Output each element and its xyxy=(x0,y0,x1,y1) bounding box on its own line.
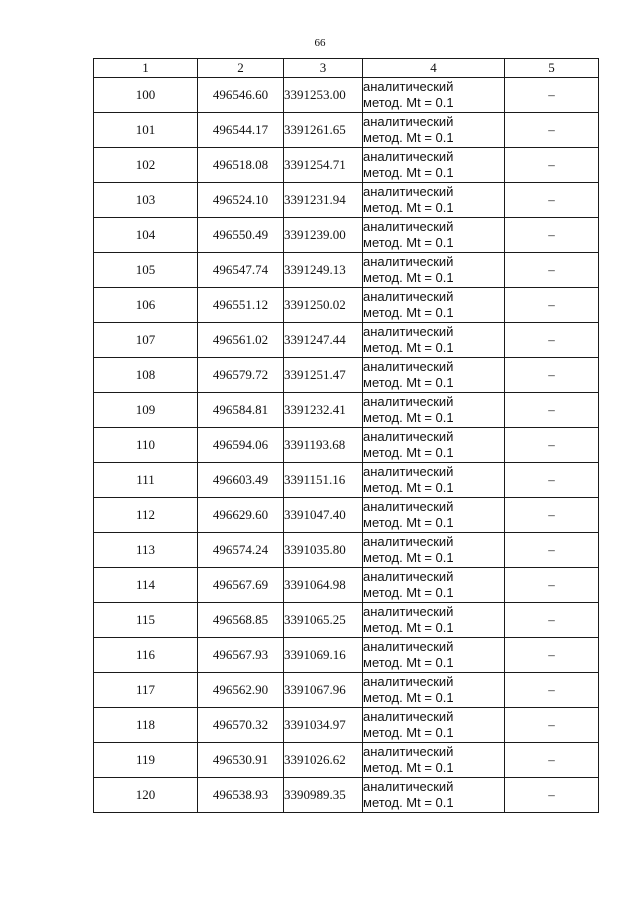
method-line-2: метод. Mt = 0.1 xyxy=(363,515,454,530)
method-line-1: аналитический xyxy=(363,604,454,619)
table-row xyxy=(94,428,599,463)
method-line-1: аналитический xyxy=(363,324,454,339)
coordinate-x: 496547.74 xyxy=(198,253,284,288)
note-cell: – xyxy=(505,323,599,358)
note-cell: – xyxy=(505,148,599,183)
page-number: 66 xyxy=(314,37,326,49)
method-line-2: метод. Mt = 0.1 xyxy=(363,270,454,285)
method-cell xyxy=(363,393,505,428)
coordinate-y: 3391026.62 xyxy=(284,743,363,778)
method-line-1: аналитический xyxy=(363,569,454,584)
point-number: 120 xyxy=(94,778,198,813)
method-cell xyxy=(363,778,505,813)
column-header-2: 2 xyxy=(198,59,284,78)
table-row xyxy=(94,78,599,113)
coordinate-y: 3391247.44 xyxy=(284,323,363,358)
point-number: 112 xyxy=(94,498,198,533)
method-line-2: метод. Mt = 0.1 xyxy=(363,760,454,775)
method-line-1: аналитический xyxy=(363,289,454,304)
note-cell: – xyxy=(505,568,599,603)
coordinate-y: 3391251.47 xyxy=(284,358,363,393)
coordinate-y: 3391065.25 xyxy=(284,603,363,638)
method-line-2: метод. Mt = 0.1 xyxy=(363,480,454,495)
method-cell xyxy=(363,113,505,148)
column-header-5: 5 xyxy=(505,59,599,78)
table-row xyxy=(94,218,599,253)
note-cell: – xyxy=(505,743,599,778)
method-line-2: метод. Mt = 0.1 xyxy=(363,620,454,635)
table-row xyxy=(94,708,599,743)
method-cell xyxy=(363,358,505,393)
point-number: 109 xyxy=(94,393,198,428)
table-row xyxy=(94,113,599,148)
note-cell: – xyxy=(505,358,599,393)
point-number: 111 xyxy=(94,463,198,498)
note-cell: – xyxy=(505,183,599,218)
table-row xyxy=(94,673,599,708)
method-line-1: аналитический xyxy=(363,464,454,479)
method-line-2: метод. Mt = 0.1 xyxy=(363,410,454,425)
note-cell: – xyxy=(505,533,599,568)
coordinate-y: 3391034.97 xyxy=(284,708,363,743)
method-line-1: аналитический xyxy=(363,499,454,514)
table-header-row xyxy=(94,59,599,78)
point-number: 117 xyxy=(94,673,198,708)
coordinate-x: 496538.93 xyxy=(198,778,284,813)
table-row xyxy=(94,638,599,673)
note-cell: – xyxy=(505,113,599,148)
coordinate-y: 3391035.80 xyxy=(284,533,363,568)
point-number: 102 xyxy=(94,148,198,183)
method-line-2: метод. Mt = 0.1 xyxy=(363,585,454,600)
method-cell xyxy=(363,743,505,778)
coordinate-y: 3391193.68 xyxy=(284,428,363,463)
method-line-2: метод. Mt = 0.1 xyxy=(363,165,454,180)
note-cell: – xyxy=(505,218,599,253)
coordinate-y: 3391067.96 xyxy=(284,673,363,708)
table-row xyxy=(94,568,599,603)
coordinate-x: 496574.24 xyxy=(198,533,284,568)
note-cell: – xyxy=(505,673,599,708)
coordinate-y: 3391047.40 xyxy=(284,498,363,533)
method-line-1: аналитический xyxy=(363,534,454,549)
method-line-1: аналитический xyxy=(363,429,454,444)
method-line-2: метод. Mt = 0.1 xyxy=(363,200,454,215)
method-line-2: метод. Mt = 0.1 xyxy=(363,655,454,670)
coordinate-y: 3391261.65 xyxy=(284,113,363,148)
coordinate-y: 3391231.94 xyxy=(284,183,363,218)
method-cell xyxy=(363,148,505,183)
point-number: 113 xyxy=(94,533,198,568)
point-number: 101 xyxy=(94,113,198,148)
note-cell: – xyxy=(505,463,599,498)
method-line-1: аналитический xyxy=(363,709,454,724)
table-row xyxy=(94,323,599,358)
note-cell: – xyxy=(505,78,599,113)
coordinate-y: 3391064.98 xyxy=(284,568,363,603)
point-number: 114 xyxy=(94,568,198,603)
method-line-2: метод. Mt = 0.1 xyxy=(363,130,454,145)
coordinate-x: 496584.81 xyxy=(198,393,284,428)
coordinate-x: 496567.93 xyxy=(198,638,284,673)
method-cell xyxy=(363,498,505,533)
point-number: 104 xyxy=(94,218,198,253)
method-line-2: метод. Mt = 0.1 xyxy=(363,305,454,320)
table-row xyxy=(94,253,599,288)
point-number: 106 xyxy=(94,288,198,323)
coordinate-y: 3391069.16 xyxy=(284,638,363,673)
method-cell xyxy=(363,218,505,253)
coordinate-x: 496544.17 xyxy=(198,113,284,148)
note-cell: – xyxy=(505,603,599,638)
method-line-1: аналитический xyxy=(363,254,454,269)
point-number: 103 xyxy=(94,183,198,218)
method-cell xyxy=(363,78,505,113)
point-number: 115 xyxy=(94,603,198,638)
point-number: 108 xyxy=(94,358,198,393)
method-line-2: метод. Mt = 0.1 xyxy=(363,95,454,110)
method-line-2: метод. Mt = 0.1 xyxy=(363,690,454,705)
table-row xyxy=(94,743,599,778)
point-number: 105 xyxy=(94,253,198,288)
table-row xyxy=(94,183,599,218)
note-cell: – xyxy=(505,393,599,428)
column-header-1: 1 xyxy=(94,59,198,78)
method-line-1: аналитический xyxy=(363,394,454,409)
method-line-1: аналитический xyxy=(363,744,454,759)
method-cell xyxy=(363,638,505,673)
table-row xyxy=(94,393,599,428)
method-line-2: метод. Mt = 0.1 xyxy=(363,235,454,250)
coordinate-x: 496550.49 xyxy=(198,218,284,253)
method-cell xyxy=(363,708,505,743)
method-line-2: метод. Mt = 0.1 xyxy=(363,340,454,355)
note-cell: – xyxy=(505,638,599,673)
method-cell xyxy=(363,183,505,218)
coordinate-x: 496570.32 xyxy=(198,708,284,743)
coordinate-x: 496518.08 xyxy=(198,148,284,183)
method-cell xyxy=(363,253,505,288)
table-row xyxy=(94,358,599,393)
point-number: 119 xyxy=(94,743,198,778)
coordinate-x: 496562.90 xyxy=(198,673,284,708)
coordinate-y: 3391250.02 xyxy=(284,288,363,323)
method-line-1: аналитический xyxy=(363,639,454,654)
coordinate-y: 3391254.71 xyxy=(284,148,363,183)
coordinates-table xyxy=(93,58,599,813)
coordinate-x: 496551.12 xyxy=(198,288,284,323)
table-row xyxy=(94,288,599,323)
column-header-4: 4 xyxy=(363,59,505,78)
point-number: 107 xyxy=(94,323,198,358)
column-header-3: 3 xyxy=(284,59,363,78)
note-cell: – xyxy=(505,778,599,813)
method-line-2: метод. Mt = 0.1 xyxy=(363,795,454,810)
method-line-1: аналитический xyxy=(363,359,454,374)
coordinate-y: 3391151.16 xyxy=(284,463,363,498)
note-cell: – xyxy=(505,288,599,323)
method-line-1: аналитический xyxy=(363,114,454,129)
method-cell xyxy=(363,568,505,603)
coordinate-y: 3391239.00 xyxy=(284,218,363,253)
note-cell: – xyxy=(505,708,599,743)
table-row xyxy=(94,148,599,183)
method-line-2: метод. Mt = 0.1 xyxy=(363,550,454,565)
coordinate-x: 496561.02 xyxy=(198,323,284,358)
table-row xyxy=(94,533,599,568)
point-number: 100 xyxy=(94,78,198,113)
coordinate-x: 496603.49 xyxy=(198,463,284,498)
method-line-1: аналитический xyxy=(363,674,454,689)
table-row xyxy=(94,498,599,533)
coordinate-x: 496579.72 xyxy=(198,358,284,393)
coordinate-x: 496524.10 xyxy=(198,183,284,218)
point-number: 118 xyxy=(94,708,198,743)
coordinate-x: 496567.69 xyxy=(198,568,284,603)
coordinate-x: 496629.60 xyxy=(198,498,284,533)
method-cell xyxy=(363,673,505,708)
method-cell xyxy=(363,533,505,568)
coordinate-x: 496594.06 xyxy=(198,428,284,463)
note-cell: – xyxy=(505,428,599,463)
method-line-1: аналитический xyxy=(363,779,454,794)
point-number: 110 xyxy=(94,428,198,463)
note-cell: – xyxy=(505,498,599,533)
coordinate-x: 496546.60 xyxy=(198,78,284,113)
method-line-1: аналитический xyxy=(363,184,454,199)
method-line-2: метод. Mt = 0.1 xyxy=(363,725,454,740)
coordinate-y: 3391253.00 xyxy=(284,78,363,113)
method-cell xyxy=(363,428,505,463)
point-number: 116 xyxy=(94,638,198,673)
method-line-1: аналитический xyxy=(363,149,454,164)
note-cell: – xyxy=(505,253,599,288)
method-line-1: аналитический xyxy=(363,219,454,234)
coordinate-x: 496568.85 xyxy=(198,603,284,638)
method-cell xyxy=(363,603,505,638)
coordinate-y: 3391249.13 xyxy=(284,253,363,288)
coordinate-x: 496530.91 xyxy=(198,743,284,778)
table-body xyxy=(94,78,599,813)
method-cell xyxy=(363,463,505,498)
table-row xyxy=(94,778,599,813)
coordinate-y: 3391232.41 xyxy=(284,393,363,428)
method-line-1: аналитический xyxy=(363,79,454,94)
method-cell xyxy=(363,323,505,358)
method-line-2: метод. Mt = 0.1 xyxy=(363,375,454,390)
method-line-2: метод. Mt = 0.1 xyxy=(363,445,454,460)
table-row xyxy=(94,463,599,498)
method-cell xyxy=(363,288,505,323)
coordinate-y: 3390989.35 xyxy=(284,778,363,813)
table-row xyxy=(94,603,599,638)
